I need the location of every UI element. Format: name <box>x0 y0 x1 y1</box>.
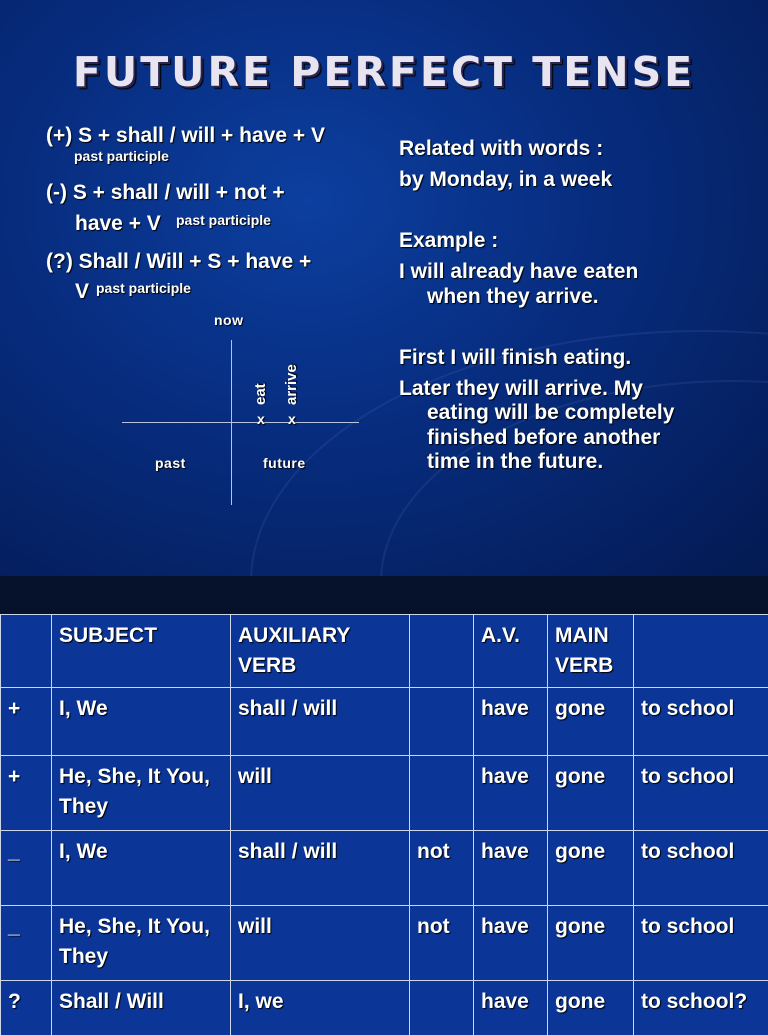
formula-question-line1: (?) Shall / Will + S + have + <box>46 250 311 274</box>
table-cell-av: have <box>474 688 548 756</box>
header-cell <box>1 615 52 688</box>
table-header-row <box>1 615 768 688</box>
table-cell-auxiliary: shall / will <box>231 831 410 906</box>
header-cell <box>634 615 768 688</box>
explanation-line3: eating will be completely <box>427 401 674 425</box>
timeline-now-label: now <box>214 312 244 328</box>
formula-negative-line2: have + V <box>75 212 161 236</box>
table-cell-sign: ? <box>1 981 52 1036</box>
table-cell-subject: He, She, It You, They <box>52 756 231 831</box>
formula-question-superscript: past participle <box>96 276 191 300</box>
formula-negative-line1: (-) S + shall / will + not + <box>46 181 285 205</box>
explanation-line2: Later they will arrive. My <box>399 377 643 401</box>
explanation-line4: finished before another <box>427 426 660 450</box>
table-cell-not <box>410 688 474 756</box>
table-cell-not: not <box>410 906 474 981</box>
table-cell-main-verb: gone <box>548 688 634 756</box>
formula-question-line2: V <box>75 280 89 304</box>
table-row <box>1 831 768 906</box>
table-cell-complement: to school <box>634 831 768 906</box>
header-cell-main-verb: MAIN VERB <box>548 615 634 688</box>
table-cell-av: have <box>474 981 548 1036</box>
table-row <box>1 688 768 756</box>
header-cell-subject: SUBJECT <box>52 615 231 688</box>
table-cell-not <box>410 756 474 831</box>
table-cell-av: have <box>474 831 548 906</box>
formula-positive-subscript: past participle <box>74 144 169 168</box>
table-row <box>1 906 768 981</box>
formula-negative-superscript: past participle <box>176 208 271 232</box>
timeline-mark-eat: x <box>257 411 265 427</box>
table-cell-sign: + <box>1 688 52 756</box>
formula-positive: (+) S + shall / will + have + V <box>46 124 325 148</box>
table-cell-auxiliary: will <box>231 756 410 831</box>
table-cell-auxiliary: I, we <box>231 981 410 1036</box>
timeline-event-arrive: arrive <box>283 364 300 405</box>
table-cell-sign: _ <box>1 831 52 906</box>
explanation-line1: First I will finish eating. <box>399 346 631 370</box>
table-cell-subject: I, We <box>52 688 231 756</box>
table-cell-complement: to school? <box>634 981 768 1036</box>
table-cell-not <box>410 981 474 1036</box>
table-cell-sign: + <box>1 756 52 831</box>
table-cell-sign: _ <box>1 906 52 981</box>
header-cell-av: A.V. <box>474 615 548 688</box>
table-cell-complement: to school <box>634 688 768 756</box>
table-cell-av: have <box>474 906 548 981</box>
table-cell-main-verb: gone <box>548 831 634 906</box>
related-heading: Related with words : <box>399 137 603 161</box>
table-cell-complement: to school <box>634 756 768 831</box>
table-cell-main-verb: gone <box>548 906 634 981</box>
timeline-future-label: future <box>263 455 306 471</box>
table-cell-subject: I, We <box>52 831 231 906</box>
table-cell-main-verb: gone <box>548 981 634 1036</box>
table-row <box>1 756 768 831</box>
explanation-line5: time in the future. <box>427 450 603 474</box>
table-row <box>1 981 768 1036</box>
timeline-past-label: past <box>155 455 186 471</box>
table-cell-subject: He, She, It You, They <box>52 906 231 981</box>
table-cell-not: not <box>410 831 474 906</box>
table-cell-auxiliary: will <box>231 906 410 981</box>
example-line1: I will already have eaten <box>399 260 638 284</box>
header-cell-auxiliary-verb: AUXILIARY VERB <box>231 615 410 688</box>
table-cell-main-verb: gone <box>548 756 634 831</box>
example-line2: when they arrive. <box>427 285 599 309</box>
related-words: by Monday, in a week <box>399 168 612 192</box>
example-heading: Example : <box>399 229 498 253</box>
timeline-event-eat: eat <box>252 383 269 405</box>
timeline-horizontal-axis <box>122 422 359 423</box>
table-cell-av: have <box>474 756 548 831</box>
timeline-mark-arrive: x <box>288 411 296 427</box>
slide-title: FUTURE PERFECT TENSE <box>0 48 768 96</box>
slide-separator <box>0 576 768 614</box>
table-cell-auxiliary: shall / will <box>231 688 410 756</box>
table-cell-complement: to school <box>634 906 768 981</box>
header-cell <box>410 615 474 688</box>
table-cell-subject: Shall / Will <box>52 981 231 1036</box>
conjugation-table <box>0 614 768 1036</box>
